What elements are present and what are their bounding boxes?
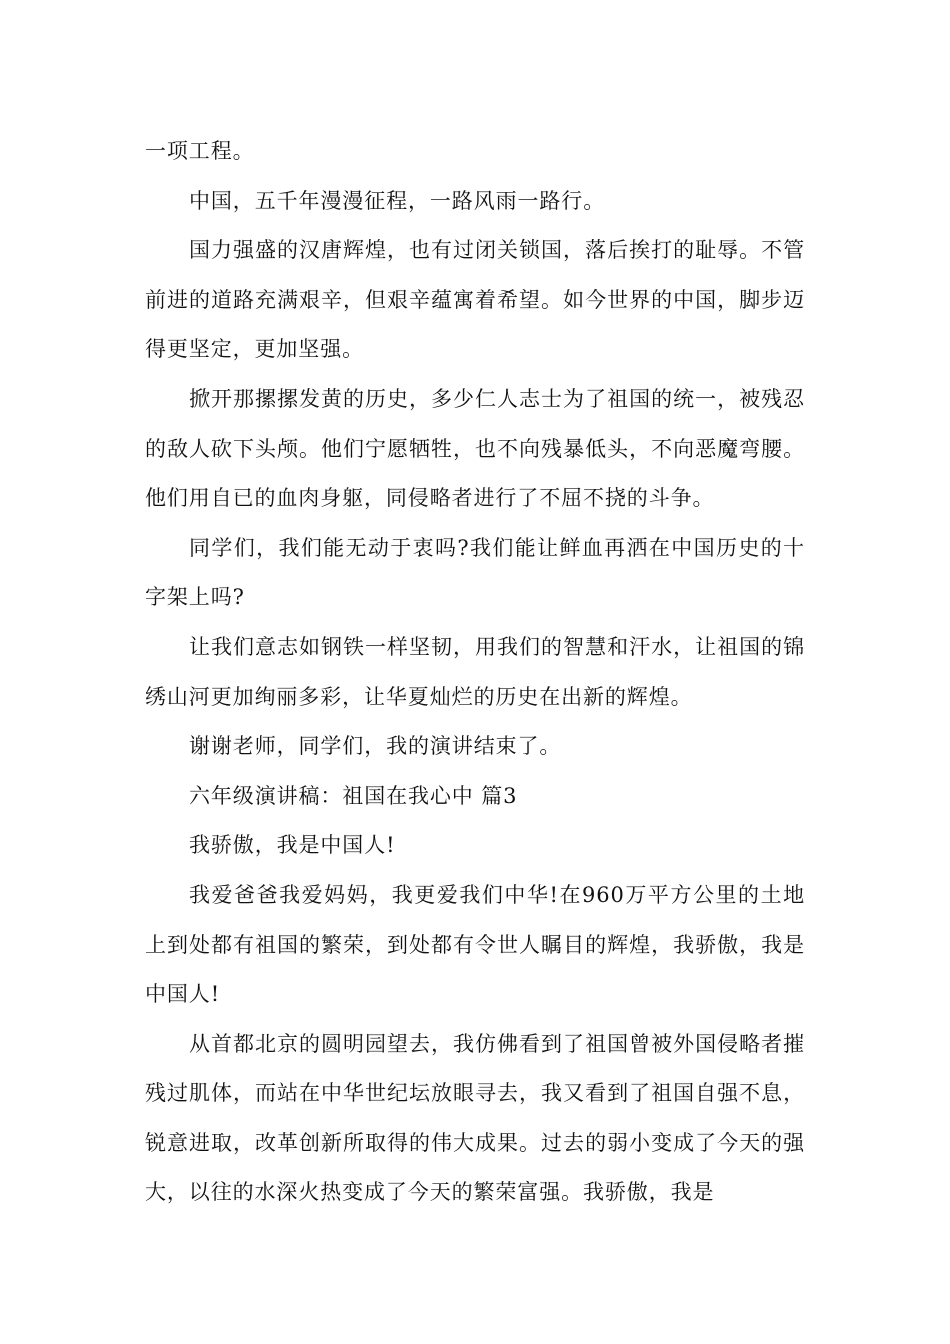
section-heading: 六年级演讲稿：祖国在我心中 篇3 xyxy=(189,783,518,808)
paragraph-7: 谢谢老师，同学们，我的演讲结束了。 xyxy=(189,734,562,759)
paragraph-6: 让我们意志如钢铁一样坚韧，用我们的智慧和汗水，让祖国的锦绣山河更加绚丽多彩，让华夏灿烂的历史在出新的辉煌。 xyxy=(145,634,805,709)
paragraph-9: 我骄傲，我是中国人! xyxy=(189,833,396,858)
paragraph-1: 一项工程。 xyxy=(145,139,255,163)
paragraph-4: 掀开那摞摞发黄的历史，多少仁人志士为了祖国的统一，被残忍的敌人砍下头颅。他们宁愿牺牲，也不向残暴低头，不向恶魔弯腰。他们用自已的血肉身躯，同侵略者进行了不屈不挠的斗争。 xyxy=(145,386,805,511)
paragraph-2: 中国，五千年漫漫征程，一路风雨一路行。 xyxy=(189,188,606,213)
document-body xyxy=(145,127,805,1218)
paragraph-3: 国力强盛的汉唐辉煌，也有过闭关锁国，落后挨打的耻辱。不管前进的道路充满艰辛，但艰辛蕴寓着希望。如今世界的中国，脚步迈得更坚定，更加坚强。 xyxy=(145,238,805,362)
paragraph-10: 我爱爸爸我爱妈妈，我更爱我们中华!在960万平方公里的土地上到处都有祖国的繁荣，到处都有令世人瞩目的辉煌，我骄傲，我是中国人! xyxy=(145,882,805,1007)
paragraph-11: 从首都北京的圆明园望去，我仿佛看到了祖国曾被外国侵略者摧残过肌体，而站在中华世纪坛放眼寻去，我又看到了祖国自强不息，锐意进取，改革创新所取得的伟大成果。过去的弱小变成了今天的强大，以往的水深火热变成了今天的繁荣富强。我骄傲，我是 xyxy=(145,1031,805,1205)
paragraph-5: 同学们，我们能无动于衷吗?我们能让鲜血再洒在中国历史的十字架上吗? xyxy=(145,535,805,610)
